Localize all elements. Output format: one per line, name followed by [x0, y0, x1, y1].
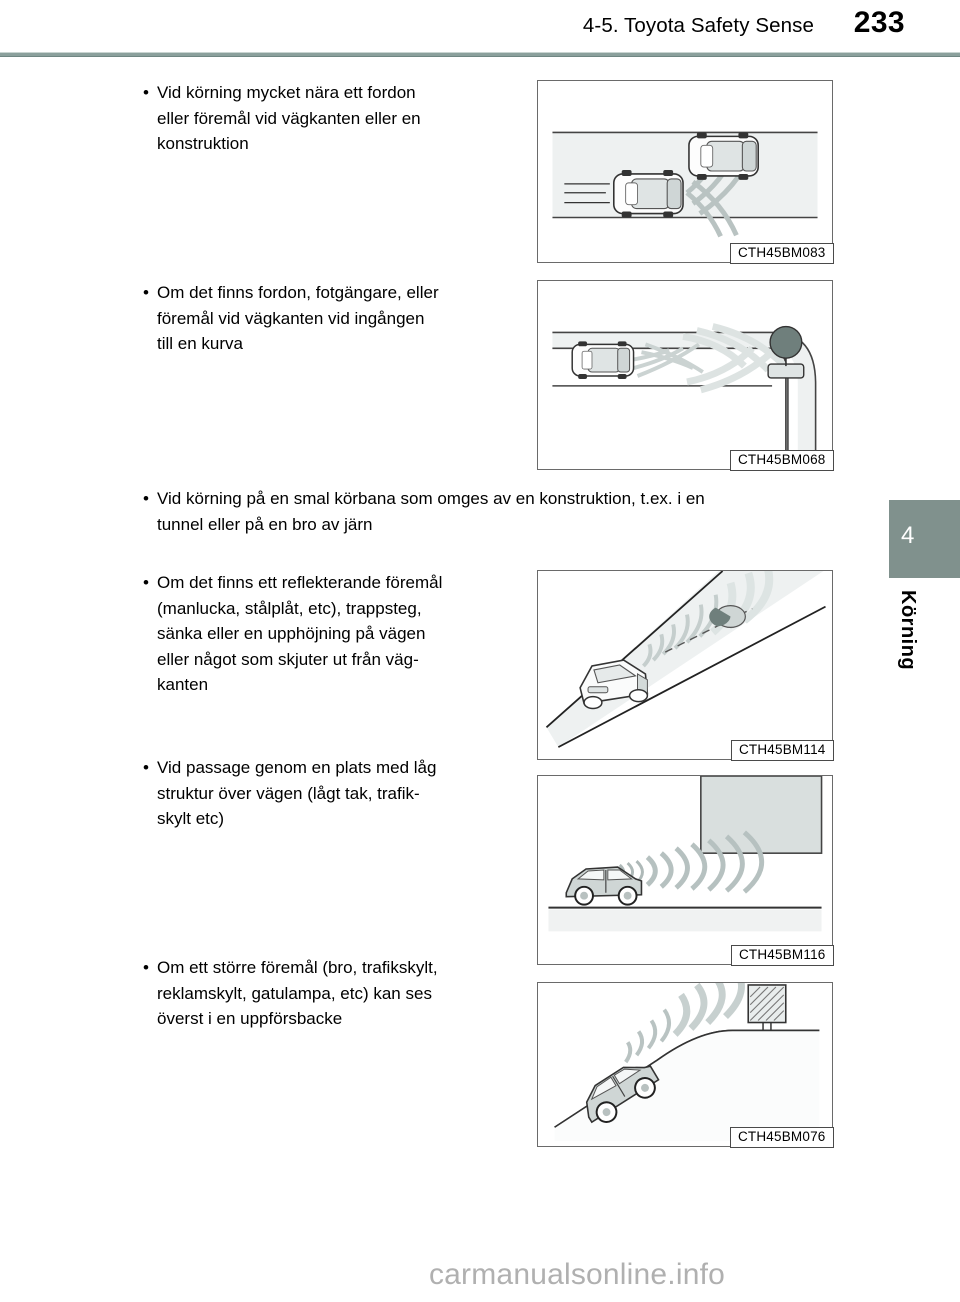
bullet-text — [157, 486, 843, 537]
illustration-reflective-road-object — [538, 571, 832, 759]
bullet-marker: • — [143, 758, 149, 777]
illustration-curve-sign — [538, 281, 832, 469]
text-line: kanten — [157, 675, 209, 694]
figure-code: CTH45BM083 — [730, 243, 834, 264]
figure-low-overhead-structure — [537, 775, 833, 965]
figure-code: CTH45BM114 — [731, 740, 834, 761]
text-line: tunnel eller på en bro av järn — [157, 514, 373, 534]
text-line: skylt etc) — [157, 809, 225, 828]
bullet-vehicle-close — [143, 80, 515, 157]
text-line: (manlucka, stålplåt, etc), trappsteg, — [157, 598, 422, 618]
bullet-narrow-lane — [143, 486, 843, 537]
text-line: överst i en uppförsbacke — [157, 1009, 343, 1028]
bullet-marker: • — [143, 489, 149, 508]
text-line: Om det finns ett reflekterande föremål — [157, 573, 443, 592]
text-line: eller något som skjuter ut från väg- — [157, 649, 419, 669]
page-header — [0, 0, 960, 50]
site-watermark — [0, 1258, 960, 1292]
text-line: eller föremål vid vägkanten eller en — [157, 108, 421, 128]
header-divider — [0, 52, 960, 57]
text-line: Vid passage genom en plats med låg — [157, 758, 437, 777]
watermark-text: carmanualsonline.info — [428, 1258, 726, 1291]
page-number: 233 — [853, 6, 905, 39]
bullet-text — [157, 80, 515, 157]
chapter-label: Körning — [897, 590, 919, 671]
bullet-marker: • — [143, 958, 149, 977]
figure-two-cars-topview — [537, 80, 833, 263]
figure-uphill-sign — [537, 982, 833, 1147]
text-line: föremål vid vägkanten vid ingången — [157, 308, 425, 328]
bullet-text — [157, 280, 515, 357]
text-line: Vid körning på en smal körbana som omges av en konstruktion, t.ex. i en — [157, 489, 705, 508]
illustration-two-cars-topview — [538, 81, 832, 262]
text-line: Om ett större föremål (bro, trafikskylt, — [157, 958, 438, 977]
bullet-text — [157, 755, 515, 832]
bullet-uphill-object — [143, 955, 515, 1032]
bullet-text — [157, 955, 515, 1032]
figure-reflective-road-object — [537, 570, 833, 760]
illustration-low-overhead-structure — [538, 776, 832, 964]
bullet-text — [157, 570, 515, 698]
figure-code: CTH45BM076 — [730, 1127, 834, 1148]
text-line: konstruktion — [157, 134, 249, 153]
text-line: Vid körning mycket nära ett fordon — [157, 83, 416, 102]
figure-curve-sign — [537, 280, 833, 470]
bullet-marker: • — [143, 83, 149, 102]
text-line: sänka eller en upphöjning på vägen — [157, 624, 426, 643]
text-line: struktur över vägen (lågt tak, trafik- — [157, 783, 420, 803]
bullet-marker: • — [143, 573, 149, 592]
figure-code: CTH45BM116 — [731, 945, 834, 966]
text-line: till en kurva — [157, 334, 243, 353]
chapter-number: 4 — [901, 522, 915, 549]
bullet-reflective-object — [143, 570, 515, 698]
bullet-marker: • — [143, 283, 149, 302]
text-line: reklamskylt, gatulampa, etc) kan ses — [157, 983, 432, 1003]
text-line: Om det finns fordon, fotgängare, eller — [157, 283, 439, 302]
figure-code: CTH45BM068 — [730, 450, 834, 471]
page-title: 4-5. Toyota Safety Sense — [582, 14, 814, 37]
bullet-low-structure — [143, 755, 515, 832]
bullet-curve-entry — [143, 280, 515, 357]
chapter-tab — [889, 500, 960, 578]
illustration-uphill-sign — [538, 983, 832, 1146]
